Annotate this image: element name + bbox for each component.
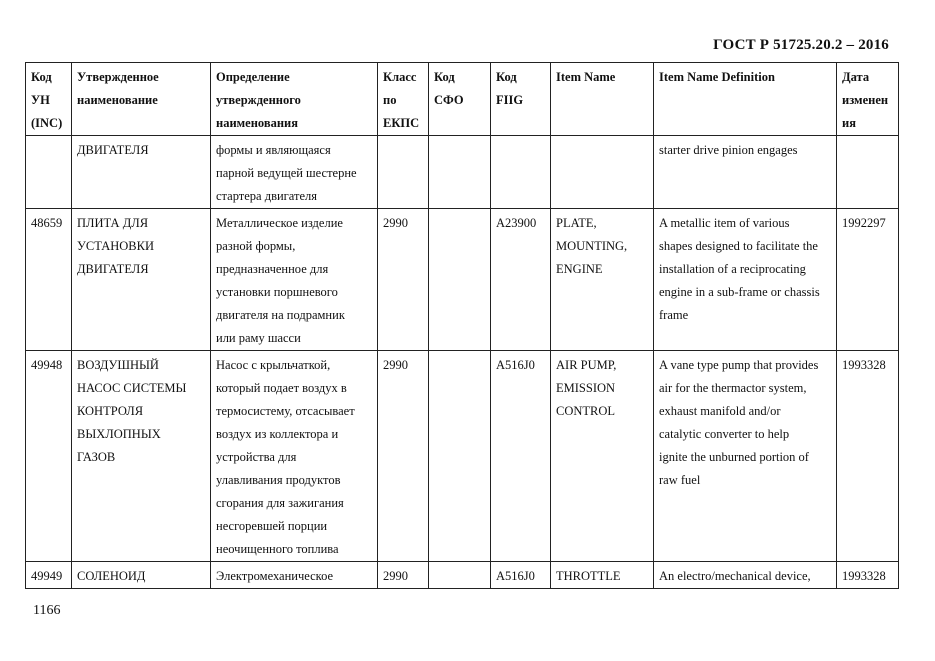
cell-definition <box>211 136 378 209</box>
cell-line: engine in a sub-frame or chassis <box>659 285 820 299</box>
cell-date: 1993328 <box>837 351 899 562</box>
cell-line: Код <box>496 70 517 84</box>
cell-line: улавливания продуктов <box>216 473 341 487</box>
cell-line: ГАЗОВ <box>77 450 116 464</box>
cell-line: EMISSION <box>556 381 616 395</box>
cell-sfo <box>429 562 491 589</box>
cell-line: или раму шасси <box>216 331 301 345</box>
cell-line: который подает воздух в <box>216 381 347 395</box>
cell-line: Утвержденное <box>77 70 159 84</box>
cell-line: MOUNTING, <box>556 239 628 253</box>
cell-item-definition <box>654 351 837 562</box>
cell-line: ДВИГАТЕЛЯ <box>77 262 149 276</box>
cell-line: УН <box>31 93 50 107</box>
cell-line: термосистему, отсасывает <box>216 404 355 418</box>
cell-line: наименования <box>216 116 299 130</box>
cell-line: Класс <box>383 70 417 84</box>
cell-line: An electro/mechanical device, <box>659 569 811 583</box>
table-row <box>26 209 899 351</box>
col-code-sfo <box>429 63 491 136</box>
cell-line: Item Name Definition <box>659 70 775 84</box>
cell-date <box>837 136 899 209</box>
cell-line: AIR PUMP, <box>556 358 617 372</box>
cell-name <box>72 562 211 589</box>
cell-item-name <box>551 209 654 351</box>
cell-line: installation of a reciprocating <box>659 262 806 276</box>
cell-line: exhaust manifold and/or <box>659 404 781 418</box>
cell-item-definition <box>654 562 837 589</box>
cell-line: НАСОС СИСТЕМЫ <box>77 381 187 395</box>
table-header-row <box>26 63 899 136</box>
cell-line: catalytic converter to help <box>659 427 790 441</box>
cell-line: ВОЗДУШНЫЙ <box>77 358 159 372</box>
cell-line: СФО <box>434 93 464 107</box>
cell-item-name <box>551 136 654 209</box>
cell-class: 2990 <box>378 562 429 589</box>
cell-line: формы и являющаяся <box>216 143 331 157</box>
cell-line: air for the thermactor system, <box>659 381 807 395</box>
cell-fiig: A23900 <box>491 209 551 351</box>
cell-name <box>72 136 211 209</box>
cell-line: Металлическое изделие <box>216 216 343 230</box>
cell-line: ignite the unburned portion of <box>659 450 809 464</box>
cell-line: изменен <box>842 93 889 107</box>
col-class-ekps <box>378 63 429 136</box>
cell-line: Дата <box>842 70 870 84</box>
cell-fiig <box>491 136 551 209</box>
cell-line: ЕКПС <box>383 116 420 130</box>
cell-line: shapes designed to facilitate the <box>659 239 818 253</box>
cell-name <box>72 209 211 351</box>
col-item-name-definition <box>654 63 837 136</box>
cell-line: ия <box>842 116 856 130</box>
cell-code: 49949 <box>26 562 72 589</box>
cell-line: СОЛЕНОИД <box>77 569 146 583</box>
cell-sfo <box>429 351 491 562</box>
cell-line: стартера двигателя <box>216 189 318 203</box>
cell-name <box>72 351 211 562</box>
col-item-name <box>551 63 654 136</box>
cell-class: 2990 <box>378 209 429 351</box>
cell-line: raw fuel <box>659 473 701 487</box>
cell-class <box>378 136 429 209</box>
table-row <box>26 351 899 562</box>
cell-definition <box>211 351 378 562</box>
cell-line: наименование <box>77 93 158 107</box>
col-code-inc <box>26 63 72 136</box>
cell-sfo <box>429 136 491 209</box>
table-body <box>26 136 899 589</box>
cell-class: 2990 <box>378 351 429 562</box>
cell-line: THROTTLE <box>556 569 621 583</box>
col-code-fiig <box>491 63 551 136</box>
cell-sfo <box>429 209 491 351</box>
cell-line: frame <box>659 308 689 322</box>
cell-line: несгоревшей порции <box>216 519 328 533</box>
cell-definition <box>211 562 378 589</box>
cell-line: ВЫХЛОПНЫХ <box>77 427 161 441</box>
cell-line: ДВИГАТЕЛЯ <box>77 143 149 157</box>
catalog-table <box>25 62 899 589</box>
cell-line: предназначенное для <box>216 262 329 276</box>
cell-line: Насос с крыльчаткой, <box>216 358 331 372</box>
cell-line: ПЛИТА ДЛЯ <box>77 216 149 230</box>
cell-line: (INC) <box>31 116 63 130</box>
cell-line: двигателя на подрамник <box>216 308 345 322</box>
cell-item-definition <box>654 136 837 209</box>
cell-line: Item Name <box>556 70 616 84</box>
page-number: 1166 <box>33 603 61 618</box>
cell-line: утвержденного <box>216 93 301 107</box>
cell-line: PLATE, <box>556 216 597 230</box>
cell-line: A vane type pump that provides <box>659 358 819 372</box>
cell-line: разной формы, <box>216 239 296 253</box>
cell-code <box>26 136 72 209</box>
cell-line: Код <box>434 70 455 84</box>
standard-id: ГОСТ Р 51725.20.2 – 2016 <box>713 37 889 53</box>
cell-date: 1992297 <box>837 209 899 351</box>
cell-line: Определение <box>216 70 290 84</box>
col-change-date <box>837 63 899 136</box>
cell-line: CONTROL <box>556 404 616 418</box>
cell-date: 1993328 <box>837 562 899 589</box>
cell-line: неочищенного топлива <box>216 542 339 556</box>
cell-line: установки поршневого <box>216 285 338 299</box>
cell-line: starter drive pinion engages <box>659 143 798 157</box>
table-row <box>26 562 899 589</box>
cell-code: 49948 <box>26 351 72 562</box>
cell-line: сгорания для зажигания <box>216 496 344 510</box>
cell-fiig: A516J0 <box>491 351 551 562</box>
col-name-definition <box>211 63 378 136</box>
table-row <box>26 136 899 209</box>
cell-line: Электромеханическое <box>216 569 334 583</box>
cell-line: FIIG <box>496 93 524 107</box>
cell-line: воздух из коллектора и <box>216 427 339 441</box>
cell-line: УСТАНОВКИ <box>77 239 154 253</box>
cell-item-name <box>551 351 654 562</box>
cell-line: ENGINE <box>556 262 603 276</box>
cell-line: парной ведущей шестерне <box>216 166 357 180</box>
cell-line: A metallic item of various <box>659 216 790 230</box>
cell-item-definition <box>654 209 837 351</box>
cell-line: КОНТРОЛЯ <box>77 404 144 418</box>
cell-definition <box>211 209 378 351</box>
cell-line: по <box>383 93 397 107</box>
cell-item-name <box>551 562 654 589</box>
cell-fiig: A516J0 <box>491 562 551 589</box>
cell-line: устройства для <box>216 450 297 464</box>
cell-line: Код <box>31 70 52 84</box>
cell-code: 48659 <box>26 209 72 351</box>
col-approved-name <box>72 63 211 136</box>
